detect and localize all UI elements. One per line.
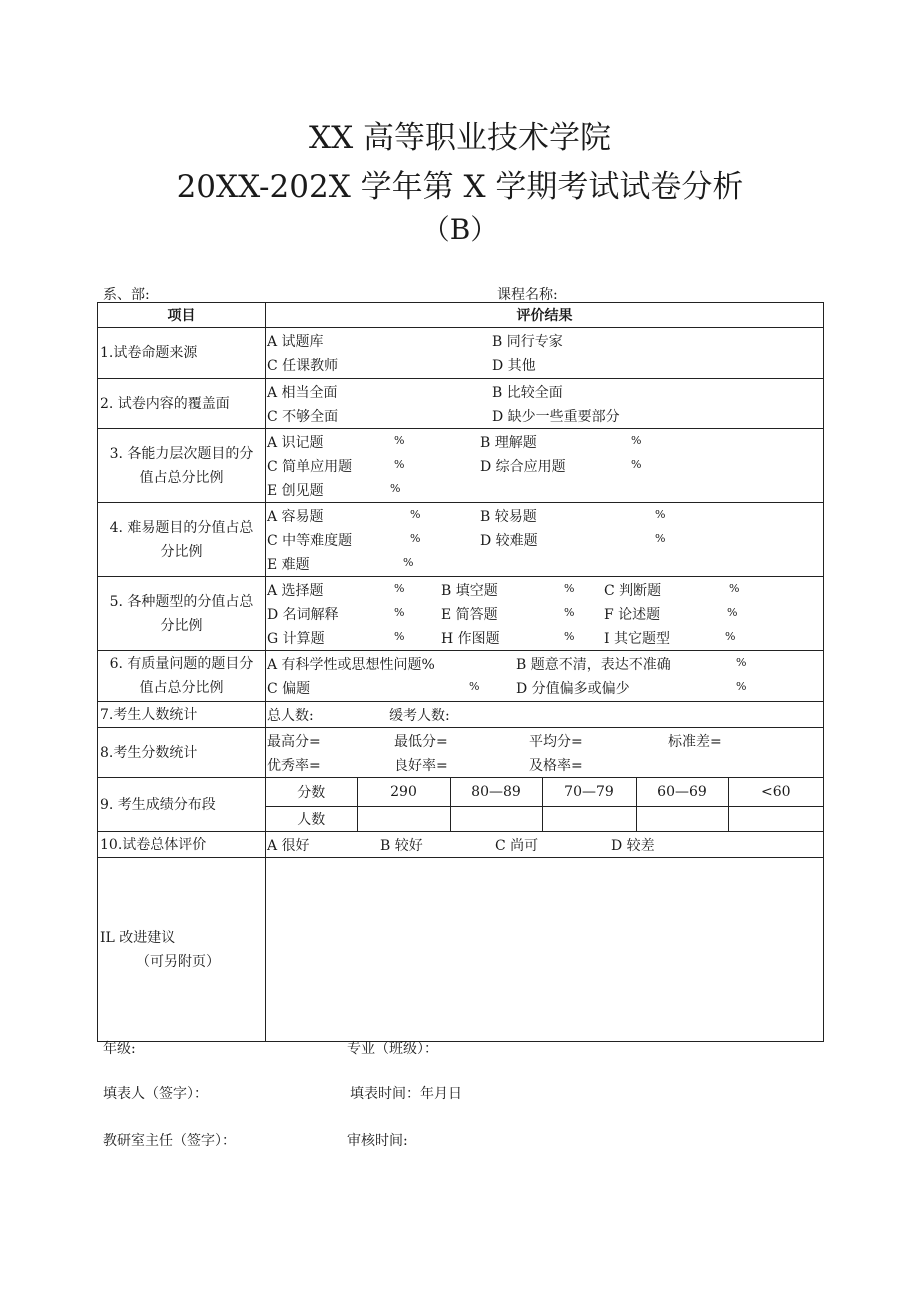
percent-sign: % — [729, 582, 740, 595]
percent-sign: % — [631, 434, 642, 447]
percent-sign: % — [394, 458, 405, 471]
option-d: D 综合应用题 — [480, 459, 566, 475]
row-label-cont: 值占总分比例 — [139, 469, 224, 486]
count-cell[interactable] — [542, 807, 636, 832]
deferred-students: 缓考人数: — [389, 708, 450, 724]
major-label: 专业（班级）： — [347, 1041, 438, 1057]
option-d: D 较差 — [611, 838, 655, 854]
percent-sign: % — [736, 656, 747, 669]
percent-sign: % — [394, 630, 405, 643]
row-score-stats — [98, 728, 824, 778]
count-cell[interactable] — [728, 807, 823, 832]
row-label: IL 改进建议 — [100, 929, 176, 946]
option-c: C 判断题 — [604, 583, 662, 599]
option-b: B 同行专家 — [492, 334, 563, 350]
total-students: 总人数: — [267, 708, 314, 724]
option-g: G 计算题 — [267, 631, 325, 647]
row-ability-levels — [98, 429, 824, 503]
percent-sign: % — [390, 482, 401, 495]
percent-sign: % — [403, 556, 414, 569]
option-a: A 容易题 — [267, 509, 324, 525]
option-c: C 简单应用题 — [267, 459, 353, 475]
paper-version: （B） — [421, 213, 499, 246]
header-result: 评价结果 — [266, 303, 824, 328]
percent-sign: % — [655, 508, 666, 521]
option-b: B 比较全面 — [492, 385, 563, 401]
option-a: A 选择题 — [267, 583, 324, 599]
band-cell: 70—79 — [542, 778, 636, 807]
option-b: B 较易题 — [480, 509, 537, 525]
row-quality-issues — [98, 651, 824, 702]
option-b: B 较好 — [380, 838, 423, 854]
analysis-table — [97, 302, 824, 1042]
row-label: 6. 有质量问题的题目分 — [109, 656, 254, 672]
percent-sign: % — [394, 606, 405, 619]
option-a: A 很好 — [267, 838, 310, 854]
row-difficulty — [98, 503, 824, 577]
option-a: A 试题库 — [267, 334, 324, 350]
percent-sign: % — [631, 458, 642, 471]
count-row — [266, 807, 823, 832]
row-label-cont: 分比例 — [160, 543, 203, 560]
option-b: B 填空题 — [441, 583, 498, 599]
percent-sign: % — [736, 680, 747, 693]
director-signature-label: 教研室主任（签字）： — [103, 1133, 236, 1149]
band-cell: <60 — [728, 778, 823, 807]
row-label: 3. 各能力层次题目的分 — [109, 445, 254, 462]
course-name-label: 课程名称: — [497, 287, 558, 303]
good-rate: 良好率= — [394, 758, 448, 774]
row-question-source — [98, 328, 824, 379]
percent-sign: % — [655, 532, 666, 545]
option-c: C 尚可 — [495, 838, 539, 854]
row-overall-evaluation — [98, 832, 824, 858]
row-label: 5. 各种题型的分值占总 — [109, 593, 254, 610]
row-label-cont: 分比例 — [160, 617, 203, 634]
exam-title: 20XX-202X 学年第 X 学期考试试卷分析 — [176, 169, 744, 205]
row-label: 9. 考生成绩分布段 — [98, 778, 266, 832]
row-label: 4. 难易题目的分值占总 — [109, 519, 254, 536]
percent-sign: % — [394, 582, 405, 595]
option-e: E 难题 — [267, 557, 310, 573]
row-label: 7.考生人数统计 — [98, 702, 266, 728]
row-label: 10.试卷总体评价 — [98, 832, 266, 858]
std-dev: 标准差= — [668, 734, 722, 750]
band-cell: 60—69 — [636, 778, 728, 807]
grade-label: 年级: — [103, 1041, 136, 1057]
fill-time-label: 填表时间：年月日 — [350, 1086, 462, 1102]
count-cell[interactable] — [636, 807, 728, 832]
option-c: C 任课教师 — [267, 358, 339, 374]
percent-sign: % — [410, 532, 421, 545]
percent-sign: % — [564, 606, 575, 619]
pass-rate: 及格率= — [529, 758, 583, 774]
max-score: 最高分= — [267, 734, 321, 750]
option-i: I 其它题型 — [604, 631, 670, 647]
band-cell: 80—89 — [450, 778, 542, 807]
header-row — [98, 303, 824, 328]
option-c: C 不够全面 — [267, 409, 339, 425]
option-c: C 中等难度题 — [267, 533, 353, 549]
option-h: H 作图题 — [441, 631, 500, 647]
suggestions-area[interactable] — [266, 858, 824, 1042]
option-d: D 分值偏多或偏少 — [516, 681, 630, 697]
option-d: D 其他 — [492, 358, 536, 374]
option-f: F 论述题 — [604, 607, 661, 623]
option-d: D 缺少一些重要部分 — [492, 409, 620, 425]
option-e: E 简答题 — [441, 607, 498, 623]
row-label-note: （可另附页） — [136, 953, 220, 970]
score-band-row — [266, 778, 823, 807]
count-label: 人数 — [266, 807, 357, 832]
option-b: B 理解题 — [480, 435, 537, 451]
option-e: E 创见题 — [267, 483, 324, 499]
option-c: C 偏题 — [267, 681, 311, 697]
row-student-count — [98, 702, 824, 728]
review-time-label: 审核时间: — [347, 1133, 408, 1149]
percent-sign: % — [469, 680, 480, 693]
department-label: 系、部: — [103, 287, 150, 303]
percent-sign: % — [725, 630, 736, 643]
option-a: A 相当全面 — [267, 385, 338, 401]
row-label: 8.考生分数统计 — [98, 728, 266, 778]
option-d: D 较难题 — [480, 533, 538, 549]
score-label: 分数 — [266, 778, 357, 807]
avg-score: 平均分= — [529, 734, 583, 750]
percent-sign: % — [564, 630, 575, 643]
row-score-distribution — [98, 778, 824, 832]
option-a: A 识记题 — [267, 435, 324, 451]
row-question-types — [98, 577, 824, 651]
percent-sign: % — [564, 582, 575, 595]
option-a: A 有科学性或思想性问题% — [267, 657, 435, 673]
header-item: 项目 — [98, 303, 266, 328]
filler-signature-label: 填表人（签字）： — [103, 1086, 208, 1102]
min-score: 最低分= — [394, 734, 448, 750]
percent-sign: % — [727, 606, 738, 619]
row-label: 2. 试卷内容的覆盖面 — [98, 379, 266, 429]
percent-sign: % — [410, 508, 421, 521]
band-cell: 290 — [357, 778, 450, 807]
distribution-table — [266, 778, 823, 831]
row-suggestions — [98, 858, 824, 1042]
count-cell[interactable] — [450, 807, 542, 832]
count-cell[interactable] — [357, 807, 450, 832]
percent-sign: % — [394, 434, 405, 447]
school-title: XX 高等职业技术学院 — [309, 120, 611, 156]
row-label: 1.试卷命题来源 — [98, 328, 266, 379]
excellent-rate: 优秀率= — [267, 758, 321, 774]
row-coverage — [98, 379, 824, 429]
row-label-cont: 值占总分比例 — [139, 680, 224, 696]
option-d: D 名词解释 — [267, 607, 339, 623]
option-b: B 题意不清，表达不准确 — [516, 657, 671, 673]
